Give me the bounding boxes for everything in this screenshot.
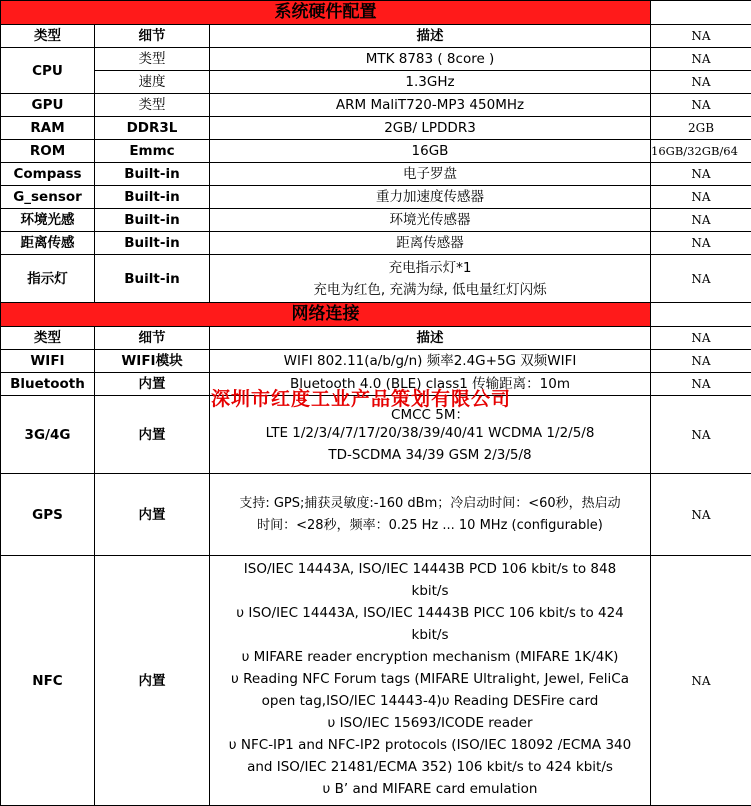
- cell-desc: 环境光传感器: [210, 209, 651, 232]
- cell-type: 内置: [95, 474, 210, 556]
- na-cell: NA: [651, 25, 751, 48]
- row-label-light: 环境光感: [1, 209, 95, 232]
- na-cell: NA: [651, 48, 751, 71]
- cell-desc: [210, 474, 651, 556]
- cell-type: Built-in: [95, 163, 210, 186]
- desc-line: kbit/s: [210, 624, 650, 646]
- table-row: [1, 255, 751, 303]
- cell-desc: 距离传感器: [210, 232, 651, 255]
- table-row: [1, 94, 751, 117]
- cell-type: WIFI模块: [95, 350, 210, 373]
- desc-line: 支持: GPS;捕获灵敏度:-160 dBm；冷启动时间：<60秒，热启动: [210, 493, 650, 515]
- desc-line: and ISO/IEC 21481/ECMA 352) 106 kbit/s to 424 kbit/s: [210, 756, 650, 778]
- na-cell: NA: [651, 232, 751, 255]
- desc-line: 时间：<28秒，频率：0.25 Hz ... 10 MHz (configurable): [210, 515, 650, 537]
- row-label-ram: RAM: [1, 117, 95, 140]
- na-cell: NA: [651, 186, 751, 209]
- cell-type: 速度: [95, 71, 210, 94]
- desc-line: 充电为红色, 充满为绿, 低电量红灯闪烁: [210, 279, 650, 301]
- section-title-hardware: 系统硬件配置: [1, 1, 651, 25]
- desc-line: CMCC 5M：: [210, 404, 650, 422]
- cell-desc: ARM MaliT720-MP3 450MHz: [210, 94, 651, 117]
- row-label-led: 指示灯: [1, 255, 95, 303]
- table-row: [1, 48, 751, 71]
- cell-desc: 电子罗盘: [210, 163, 651, 186]
- desc-line: kbit/s: [210, 580, 650, 602]
- row-label-gsensor: G_sensor: [1, 186, 95, 209]
- na-cell: 16GB/32GB/64: [651, 140, 751, 163]
- cell-desc: MTK 8783 ( 8core ): [210, 48, 651, 71]
- row-label-3g4g: 3G/4G: [1, 396, 95, 474]
- table-row: [1, 163, 751, 186]
- desc-line: υ ISO/IEC 15693/ICODE reader: [210, 712, 650, 734]
- cell-type: 类型: [95, 48, 210, 71]
- cell-type: 内置: [95, 556, 210, 806]
- desc-line: υ NFC-IP1 and NFC-IP2 protocols (ISO/IEC 18092 /ECMA 340: [210, 734, 650, 756]
- cell-type: Built-in: [95, 255, 210, 303]
- na-cell: NA: [651, 556, 751, 806]
- cell-type: 内置: [95, 373, 210, 396]
- desc-line: ISO/IEC 14443A, ISO/IEC 14443B PCD 106 kbit/s to 848: [210, 558, 650, 580]
- cell-desc: 2GB/ LPDDR3: [210, 117, 651, 140]
- cell-desc: [210, 556, 651, 806]
- cell-desc: 重力加速度传感器: [210, 186, 651, 209]
- header-row: [1, 327, 751, 350]
- table-row: [1, 350, 751, 373]
- desc-line: 充电指示灯*1: [210, 257, 650, 279]
- cell-type: 内置: [95, 396, 210, 474]
- cell-desc: [210, 255, 651, 303]
- na-cell: NA: [651, 209, 751, 232]
- cell-type: Built-in: [95, 232, 210, 255]
- cell-type: Built-in: [95, 186, 210, 209]
- header-type: 类型: [1, 327, 95, 350]
- table-row: [1, 232, 751, 255]
- header-detail: 细节: [95, 25, 210, 48]
- cell-type: 类型: [95, 94, 210, 117]
- desc-line: υ ISO/IEC 14443A, ISO/IEC 14443B PICC 106 kbit/s to 424: [210, 602, 650, 624]
- table-row: [1, 556, 751, 806]
- desc-line: υ B’ and MIFARE card emulation: [210, 778, 650, 800]
- cell-desc: Bluetooth 4.0 (BLE) class1 传输距离：10m: [210, 373, 651, 396]
- row-label-nfc: NFC: [1, 556, 95, 806]
- section-blank-cell: [651, 1, 751, 25]
- desc-line: υ MIFARE reader encryption mechanism (MIFARE 1K/4K): [210, 646, 650, 668]
- na-cell: NA: [651, 474, 751, 556]
- header-row: [1, 25, 751, 48]
- row-label-cpu: CPU: [1, 48, 95, 94]
- header-desc: 描述: [210, 25, 651, 48]
- cell-desc: 16GB: [210, 140, 651, 163]
- table-row: [1, 117, 751, 140]
- na-cell: 2GB: [651, 117, 751, 140]
- desc-line: υ Reading NFC Forum tags (MIFARE Ultralight, Jewel, FeliCa: [210, 668, 650, 690]
- row-label-bluetooth: Bluetooth: [1, 373, 95, 396]
- row-label-wifi: WIFI: [1, 350, 95, 373]
- table-row: [1, 474, 751, 556]
- cell-desc: WIFI 802.11(a/b/g/n) 频率2.4G+5G 双频WIFI: [210, 350, 651, 373]
- row-label-gps: GPS: [1, 474, 95, 556]
- cell-desc: 1.3GHz: [210, 71, 651, 94]
- na-cell: NA: [651, 71, 751, 94]
- desc-line: LTE 1/2/3/4/7/17/20/38/39/40/41 WCDMA 1/2/5/8: [210, 422, 650, 444]
- na-cell: NA: [651, 327, 751, 350]
- desc-line: TD-SCDMA 34/39 GSM 2/3/5/8: [210, 444, 650, 466]
- row-label-prox: 距离传感: [1, 232, 95, 255]
- cell-type: Built-in: [95, 209, 210, 232]
- cell-type: Emmc: [95, 140, 210, 163]
- table-row: [1, 209, 751, 232]
- na-cell: NA: [651, 255, 751, 303]
- na-cell: NA: [651, 396, 751, 474]
- company-watermark: 深圳市红度工业产品策划有限公司: [211, 384, 511, 411]
- header-desc: 描述: [210, 327, 651, 350]
- header-detail: 细节: [95, 327, 210, 350]
- section-blank-cell: [651, 303, 751, 327]
- section-title-network: 网络连接: [1, 303, 651, 327]
- na-cell: NA: [651, 373, 751, 396]
- na-cell: NA: [651, 163, 751, 186]
- table-row: [1, 140, 751, 163]
- header-type: 类型: [1, 25, 95, 48]
- table-row: [1, 186, 751, 209]
- na-cell: NA: [651, 350, 751, 373]
- na-cell: NA: [651, 94, 751, 117]
- desc-line: open tag,ISO/IEC 14443-4)υ Reading DESFire card: [210, 690, 650, 712]
- row-label-gpu: GPU: [1, 94, 95, 117]
- cell-type: DDR3L: [95, 117, 210, 140]
- row-label-compass: Compass: [1, 163, 95, 186]
- row-label-rom: ROM: [1, 140, 95, 163]
- table-row: [1, 71, 751, 94]
